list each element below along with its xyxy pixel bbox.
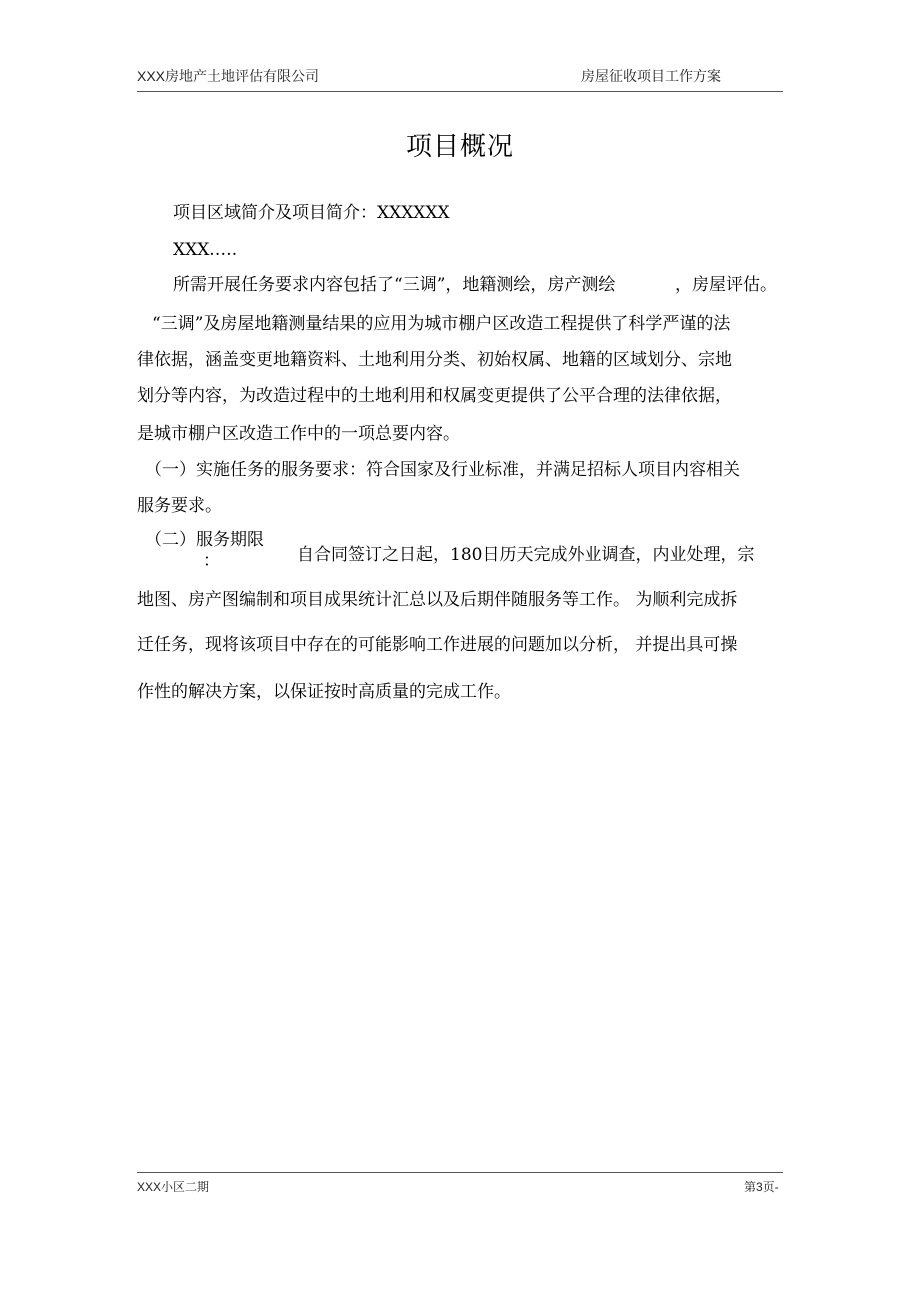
tasks-line-3: 律依据，涵盖变更地籍资料、土地利用分类、初始权属、地籍的区域划分、宗地: [137, 350, 732, 370]
tasks-line-5: 是城市棚户区改造工作中的一项总要内容。: [137, 424, 460, 444]
requirements-line-1: （一）实施任务的服务要求：符合国家及行业标准，并满足招标人项目内容相关: [145, 460, 740, 480]
footer-project: XXX小区二期: [137, 1180, 210, 1194]
tasks-line-2: “三调”及房屋地籍测量结果的应用为城市棚户区改造工程提供了科学严谨的法: [152, 314, 731, 334]
intro-line: 项目区域简介及项目简介：XXXXXX: [173, 203, 450, 223]
header-doc-title: 房屋征收项目工作方案: [581, 68, 721, 84]
page-title: 项目概况: [405, 132, 514, 162]
header-rule: [137, 91, 783, 92]
period-line-2: 地图、房产图编制和项目成果统计汇总以及后期伴随服务等工作。 为顺利完成拆: [137, 590, 738, 610]
tasks-line-1b: ，房屋评估。: [675, 275, 777, 295]
footer-page-number: 第3页-: [744, 1180, 779, 1194]
period-line-4: 作性的解决方案，以保证按时高质量的完成工作。: [137, 682, 511, 702]
period-line-3: 迁任务，现将该项目中存在的可能影响工作进展的问题加以分析， 并提出具可操: [137, 635, 738, 655]
header-company: XXX房地产土地评估有限公司: [137, 68, 320, 84]
period-label: （二）服务期限: [145, 530, 264, 550]
requirements-line-2: 服务要求。: [137, 496, 222, 516]
tasks-line-4: 划分等内容，为改造过程中的土地利用和权属变更提供了公平合理的法律依据，: [137, 386, 732, 406]
footer-rule: [137, 1172, 783, 1173]
tasks-line-1a: 所需开展任务要求内容包括了“三调”，地籍测绘，房产测绘: [173, 275, 616, 295]
intro-continuation: XXX.….: [173, 240, 238, 260]
period-line-1: 自合同签订之日起，180日历天完成外业调查，内业处理，宗: [297, 545, 755, 565]
period-colon: ：: [203, 551, 220, 571]
